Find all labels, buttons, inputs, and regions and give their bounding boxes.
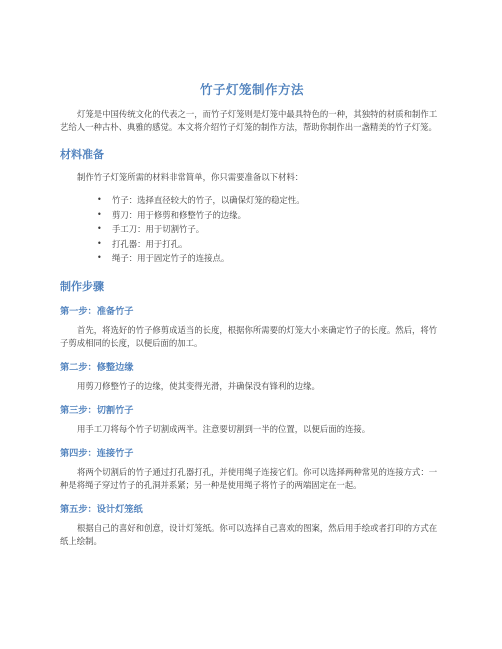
step-3-heading: 第三步：切割竹子: [60, 404, 134, 416]
materials-heading: 材料准备: [60, 148, 104, 161]
list-item-text: 竹子：选择直径较大的竹子，以确保灯笼的稳定性。: [112, 195, 305, 205]
step-5-heading: 第五步：设计灯笼纸: [60, 503, 143, 515]
step-2-text: 用剪刀修整竹子的边缘，使其变得光滑，并确保没有锋利的边缘。: [77, 380, 320, 391]
list-item-text: 剪刀：用于修剪和修整竹子的边缘。: [112, 209, 246, 220]
step-4-heading: 第四步：连接竹子: [60, 447, 134, 459]
list-item: [97, 251, 444, 266]
document-title: 竹子灯笼制作方法: [199, 82, 304, 97]
step-5-text: 根据自己的喜好和创意，设计灯笼纸。你可以选择自己喜欢的图案，然后用手绘或者打印的方式在纸上绘制。: [60, 522, 438, 546]
bullet-icon: •: [97, 209, 102, 219]
list-item-text: 绳子：用于固定竹子的连接点。: [112, 253, 230, 264]
bullet-icon: •: [97, 224, 102, 234]
steps-heading: 制作步骤: [60, 279, 104, 293]
list-item: [97, 237, 444, 252]
intro-paragraph: 灯笼是中国传统文化的代表之一，而竹子灯笼则是灯笼中最具特色的一种，其独特的材质和制作工艺给人一种古朴、典雅的感觉。本文将介绍竹子灯笼的制作方法，帮助你制作出一盏精美的竹子灯笼。: [60, 109, 438, 132]
list-item: [97, 208, 444, 223]
list-item: [97, 222, 444, 237]
step-3-text: 用手工刀将每个竹子切割成两半。注意要切割到一半的位置，以便后面的连接。: [77, 423, 371, 434]
step-2-heading: 第二步：修整边缘: [60, 361, 134, 373]
materials-intro: 制作竹子灯笼所需的材料非常简单，你只需要准备以下材料：: [77, 172, 304, 182]
bullet-icon: •: [97, 238, 102, 248]
bullet-icon: •: [97, 195, 102, 204]
step-1-text: 首先，将选好的竹子修剪成适当的长度，根据你所需要的灯笼大小来确定竹子的长度。然后，将竹子剪成相同的长度，以便后面的加工。: [60, 324, 438, 348]
list-item: [97, 193, 444, 208]
materials-list: [60, 193, 444, 266]
step-1-heading: 第一步：准备竹子: [60, 305, 134, 317]
list-item-text: 打孔器：用于打孔。: [112, 238, 188, 249]
bullet-icon: •: [97, 253, 102, 263]
step-4-text: 将两个切割后的竹子通过打孔器打孔，并使用绳子连接它们。你可以选择两种常见的连接方式：一种是将绳子穿过竹子的孔洞并系紧；另一种是使用绳子将竹子的两端固定在一起。: [60, 466, 438, 490]
list-item-text: 手工刀：用于切割竹子。: [112, 224, 205, 235]
